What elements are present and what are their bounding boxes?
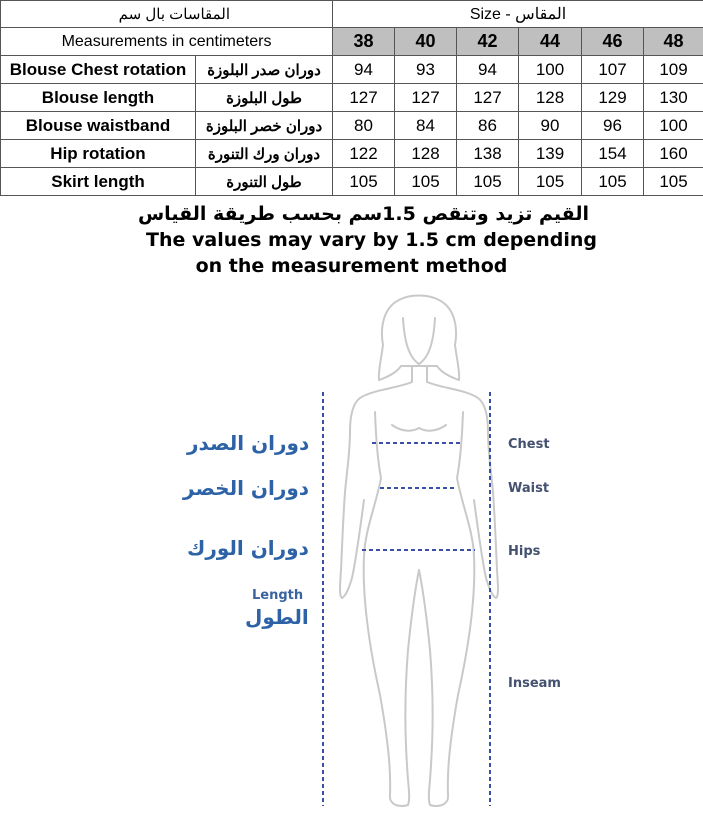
tolerance-note-arabic: القيم تزيد وتنقص 1.5سم بحسب طريقة القياس [137,203,590,225]
row-label-ar: دوران صدر البلوزة [196,56,333,84]
label-length-arabic: الطول [245,605,309,629]
cell-value: 127 [395,84,457,112]
cell-value: 105 [644,168,703,196]
cell-value: 122 [333,140,395,168]
figure-hair-outline [379,296,459,381]
cell-value: 105 [582,168,644,196]
label-length-english: Length [252,588,304,603]
row-label-en: Blouse length [1,84,196,112]
cell-value: 127 [333,84,395,112]
tolerance-note-english-line1: The values may vary by 1.5 cm depending [146,229,597,251]
cell-value: 160 [644,140,703,168]
cell-value: 127 [457,84,519,112]
size-38: 38 [333,28,395,56]
cell-value: 86 [457,112,519,140]
cell-value: 138 [457,140,519,168]
cell-value: 105 [395,168,457,196]
row-label-ar: طول التنورة [196,168,333,196]
cell-value: 128 [519,84,582,112]
cell-value: 129 [582,84,644,112]
label-chest-arabic: دوران الصدر [187,431,310,455]
figure-chest-line [392,425,446,431]
row-label-en: Blouse waistband [1,112,196,140]
cell-value: 80 [333,112,395,140]
size-40: 40 [395,28,457,56]
figure-body-outline [340,366,498,806]
size-48: 48 [644,28,703,56]
cell-value: 94 [457,56,519,84]
label-hip-arabic: دوران الورك [187,536,309,560]
cell-value: 109 [644,56,703,84]
label-hips-english: Hips [508,544,541,559]
label-waist-arabic: دوران الخصر [183,476,310,500]
row-label-ar: دوران خصر البلوزة [196,112,333,140]
label-inseam-english: Inseam [508,676,561,691]
cell-value: 154 [582,140,644,168]
size-46: 46 [582,28,644,56]
cell-value: 128 [395,140,457,168]
cell-value: 130 [644,84,703,112]
cell-value: 96 [582,112,644,140]
figure-face-outline [403,318,435,364]
cell-value: 84 [395,112,457,140]
cell-value: 90 [519,112,582,140]
row-label-en: Blouse Chest rotation [1,56,196,84]
cell-value: 93 [395,56,457,84]
header-arabic-units: المقاسات بال سم [1,1,333,28]
row-label-en: Hip rotation [1,140,196,168]
header-measurements: Measurements in centimeters [1,28,333,56]
cell-value: 100 [644,112,703,140]
size-44: 44 [519,28,582,56]
row-label-ar: دوران ورك التنورة [196,140,333,168]
label-waist-english: Waist [508,481,550,496]
cell-value: 105 [457,168,519,196]
tolerance-note-english-line2: on the measurement method [195,255,508,277]
cell-value: 94 [333,56,395,84]
row-label-en: Skirt length [1,168,196,196]
cell-value: 100 [519,56,582,84]
cell-value: 139 [519,140,582,168]
cell-value: 107 [582,56,644,84]
header-size: Size - المقاس [333,1,703,28]
label-chest-english: Chest [508,437,550,452]
size-42: 42 [457,28,519,56]
cell-value: 105 [519,168,582,196]
cell-value: 105 [333,168,395,196]
row-label-ar: طول البلوزة [196,84,333,112]
